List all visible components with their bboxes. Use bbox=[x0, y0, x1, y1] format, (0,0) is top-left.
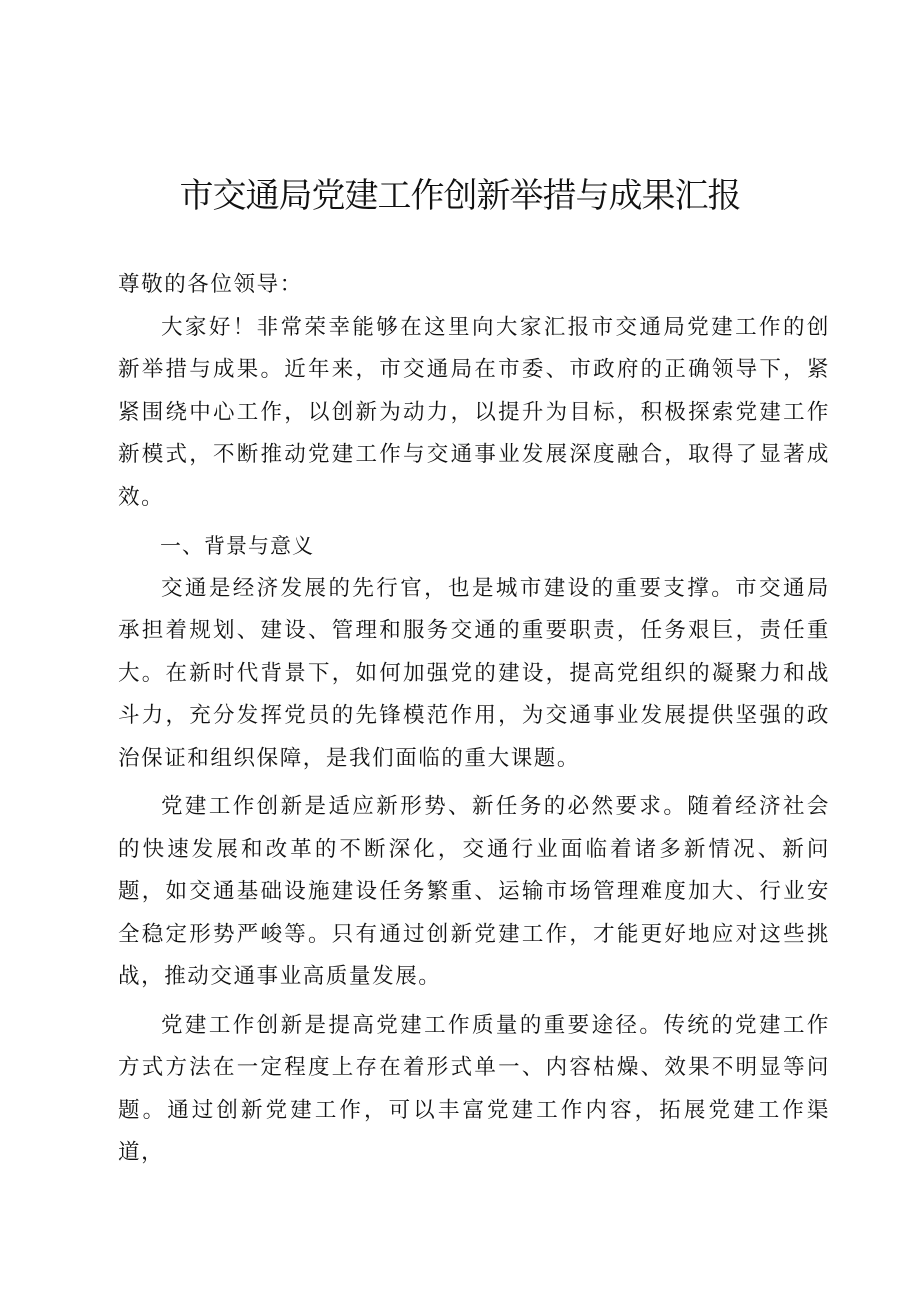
intro-paragraph: 大家好！非常荣幸能够在这里向大家汇报市交通局党建工作的创新举措与成果。近年来，市交通局在市委、市政府的正确领导下，紧紧围绕中心工作，以创新为动力，以提升为目标，积极探索党建工作新模式，不断推动党建工作与交通事业发展深度融合，取得了显著成效。 bbox=[118, 314, 830, 510]
document-title: 市交通局党建工作创新举措与成果汇报 bbox=[179, 176, 741, 216]
document-body bbox=[118, 264, 830, 1175]
body-paragraph: 交通是经济发展的先行官，也是城市建设的重要支撑。市交通局承担着规划、建设、管理和服务交通的重要职责，任务艰巨，责任重大。在新时代背景下，如何加强党的建设，提高党组织的凝聚力和战斗力，充分发挥党员的先锋模范作用，为交通事业发展提供坚强的政治保证和组织保障，是我们面临的重大课题。 bbox=[118, 575, 830, 771]
body-paragraph: 党建工作创新是提高党建工作质量的重要途径。传统的党建工作方式方法在一定程度上存在着形式单一、内容枯燥、效果不明显等问题。通过创新党建工作，可以丰富党建工作内容，拓展党建工作渠道， bbox=[118, 1012, 830, 1165]
salutation: 尊敬的各位领导： bbox=[118, 272, 303, 297]
body-paragraph: 党建工作创新是适应新形势、新任务的必然要求。随着经济社会的快速发展和改革的不断深化，交通行业面临着诸多新情况、新问题，如交通基础设施建设任务繁重、运输市场管理难度加大、行业安全稳定形势严峻等。只有通过创新党建工作，才能更好地应对这些挑战，推动交通事业高质量发展。 bbox=[118, 794, 830, 989]
section-heading: 一、背景与意义 bbox=[160, 534, 314, 558]
